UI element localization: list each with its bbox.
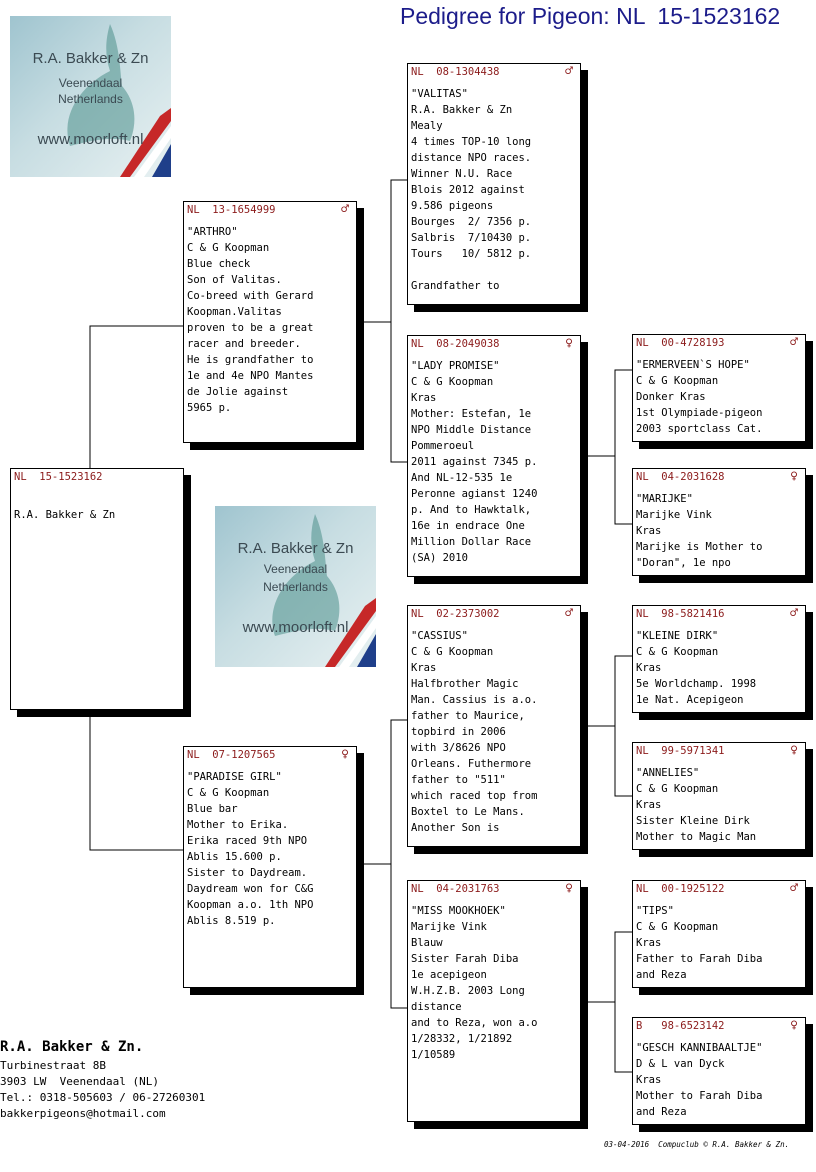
female-symbol-icon: ♀ xyxy=(565,336,573,351)
pigeon-detail-line: 2011 against 7345 p. xyxy=(411,456,538,468)
pigeon-detail-line: proven to be a great xyxy=(187,322,314,334)
ring-number-text: NL 13-1654999 xyxy=(187,204,276,216)
pigeon-detail-line: Boxtel to Le Mans. xyxy=(411,806,525,818)
ring-number-text: NL 00-4728193 xyxy=(636,337,725,349)
male-symbol-icon: ♂ xyxy=(790,335,798,350)
pigeon-detail-line: 16e in endrace One xyxy=(411,520,525,532)
pigeon-detail-first-line xyxy=(14,491,180,507)
pigeon-card-dam-sire[interactable] xyxy=(407,605,581,847)
pigeon-detail-line: distance NPO races. xyxy=(411,152,532,164)
pigeon-detail-line: which raced top from xyxy=(411,790,538,802)
logo-url: www.moorloft.nl xyxy=(242,619,349,636)
logo-country: Netherlands xyxy=(263,580,328,594)
pigeon-detail-line: 5965 p. xyxy=(187,402,232,414)
pigeon-card-dam-dam[interactable] xyxy=(407,880,581,1122)
pigeon-detail-first-line: "MARIJKE" xyxy=(636,493,693,505)
pigeon-detail-line: Kras xyxy=(636,1074,662,1086)
pigeon-detail-line: Kras xyxy=(411,662,437,674)
pigeon-detail-line: with 3/8626 NPO xyxy=(411,742,506,754)
pigeon-detail-line: 5e Worldchamp. 1998 xyxy=(636,678,757,690)
ring-number xyxy=(411,336,577,352)
pigeon-detail-line: Kras xyxy=(411,392,437,404)
pigeon-detail-line: p. And to Hawktalk, xyxy=(411,504,532,516)
pigeon-detail-line: NPO Middle Distance xyxy=(411,424,532,436)
pigeon-detail-first-line: "MISS MOOKHOEK" xyxy=(411,905,506,917)
pigeon-detail-first-line: "LADY PROMISE" xyxy=(411,360,500,372)
pigeon-detail-line: C & G Koopman xyxy=(411,376,494,388)
pigeon-detail-line: Ablis 8.519 p. xyxy=(187,915,276,927)
pigeon-detail-line: Kras xyxy=(636,937,662,949)
pigeon-detail-line: 1e and 4e NPO Mantes xyxy=(187,370,314,382)
pigeon-detail-line: Halfbrother Magic xyxy=(411,678,519,690)
pigeon-card-dam-sire-dam[interactable] xyxy=(632,742,806,850)
ring-number xyxy=(411,881,577,897)
pigeon-detail-line: Mother: Estefan, 1e xyxy=(411,408,532,420)
logo-url: www.moorloft.nl xyxy=(37,131,144,148)
pigeon-detail-line: father to "511" xyxy=(411,774,506,786)
pigeon-detail-line: (SA) 2010 xyxy=(411,552,468,564)
ring-number xyxy=(636,469,802,485)
ring-number xyxy=(187,747,353,763)
ring-number xyxy=(636,606,802,622)
pigeon-detail-first-line: "GESCH KANNIBAALTJE" xyxy=(636,1042,763,1054)
pigeon-detail-first-line: "ERMERVEEN`S HOPE" xyxy=(636,359,750,371)
logo-name: R.A. Bakker & Zn xyxy=(32,50,149,67)
pigeon-detail-line: and to Reza, won a.o xyxy=(411,1017,538,1029)
pigeon-detail-line: father to Maurice, xyxy=(411,710,525,722)
pigeon-detail-line: "Doran", 1e npo xyxy=(636,557,731,569)
pigeon-detail-line: Ablis 15.600 p. xyxy=(187,851,282,863)
pigeon-detail-line: C & G Koopman xyxy=(636,375,719,387)
footer-credit: 03-04-2016 Compuclub © R.A. Bakker & Zn. xyxy=(604,1140,790,1149)
pigeon-detail-line: 9.586 pigeons xyxy=(411,200,494,212)
pigeon-detail-line: Blue check xyxy=(187,258,251,270)
page-title: Pedigree for Pigeon: NL 15-1523162 xyxy=(400,3,781,29)
pigeon-card-sire-sire[interactable] xyxy=(407,63,581,305)
pigeon-detail-line: Pommeroeul xyxy=(411,440,475,452)
pigeon-detail-line: Mother to Erika. xyxy=(187,819,289,831)
pigeon-detail-first-line: "TIPS" xyxy=(636,905,674,917)
pigeon-detail-line: Mealy xyxy=(411,120,443,132)
logo-city: Veenendaal xyxy=(263,562,328,576)
ring-number-text: NL 08-2049038 xyxy=(411,338,500,350)
male-symbol-icon: ♂ xyxy=(790,881,798,896)
pigeon-detail-line: Salbris 7/10430 p. xyxy=(411,232,532,244)
breeder-name: R.A. Bakker & Zn. xyxy=(0,1039,144,1055)
pigeon-detail-line: Son of Valitas. xyxy=(187,274,282,286)
pigeon-detail-line: C & G Koopman xyxy=(636,646,719,658)
pigeon-detail-line: Sister to Daydream. xyxy=(187,867,308,879)
pigeon-card-dam-dam-sire[interactable] xyxy=(632,880,806,988)
pigeon-card-dam-dam-dam[interactable] xyxy=(632,1017,806,1125)
pigeon-detail-line: C & G Koopman xyxy=(187,242,270,254)
pigeon-detail-line: Sister Kleine Dirk xyxy=(636,815,750,827)
pigeon-detail-line: 1e Nat. Acepigeon xyxy=(636,694,744,706)
pigeon-detail-line: distance xyxy=(411,1001,462,1013)
ring-number-text: NL 99-5971341 xyxy=(636,745,725,757)
male-symbol-icon: ♂ xyxy=(565,606,573,621)
pigeon-detail-line: Blois 2012 against xyxy=(411,184,525,196)
pigeon-detail-line: R.A. Bakker & Zn xyxy=(14,509,116,521)
male-symbol-icon: ♂ xyxy=(565,64,573,79)
pigeon-card-sire-dam-sire[interactable] xyxy=(632,334,806,442)
pigeon-detail-line: He is grandfather to xyxy=(187,354,314,366)
pigeon-detail-line: Marijke Vink xyxy=(411,921,487,933)
pigeon-detail-line: Koopman.Valitas xyxy=(187,306,282,318)
pigeon-detail-line: Winner N.U. Race xyxy=(411,168,513,180)
pigeon-detail-line: 4 times TOP-10 long xyxy=(411,136,532,148)
pigeon-detail-line: Mother to Magic Man xyxy=(636,831,757,843)
pigeon-detail-line: racer and breeder. xyxy=(187,338,301,350)
pigeon-detail-line: 1st Olympiade-pigeon xyxy=(636,407,763,419)
ring-number-text: NL 00-1925122 xyxy=(636,883,725,895)
pigeon-detail-first-line: "CASSIUS" xyxy=(411,630,468,642)
logo-city: Veenendaal xyxy=(58,76,123,90)
ring-number-text: NL 15-1523162 xyxy=(14,471,103,483)
pigeon-detail-line: C & G Koopman xyxy=(636,921,719,933)
pigeon-detail-line: 1/10589 xyxy=(411,1049,456,1061)
pigeon-detail-line: Blue bar xyxy=(187,803,238,815)
pigeon-detail-line xyxy=(411,262,577,278)
pigeon-detail-line: Bourges 2/ 7356 p. xyxy=(411,216,532,228)
ring-number-text: NL 08-1304438 xyxy=(411,66,500,78)
kennel-logo-middle xyxy=(215,506,376,667)
breeder-phone: Tel.: 0318-505603 / 06-27260301 xyxy=(0,1091,206,1104)
pigeon-detail-line: Co-breed with Gerard xyxy=(187,290,314,302)
ring-number-text: NL 07-1207565 xyxy=(187,749,276,761)
pigeon-detail-line: 1/28332, 1/21892 xyxy=(411,1033,513,1045)
ring-number xyxy=(636,881,802,897)
pigeon-detail-line: 1e acepigeon xyxy=(411,969,487,981)
logo-country: Netherlands xyxy=(58,92,123,106)
pigeon-detail-line: Million Dollar Race xyxy=(411,536,532,548)
pigeon-card-dam[interactable] xyxy=(183,746,357,988)
pigeon-detail-line: Sister Farah Diba xyxy=(411,953,519,965)
pigeon-detail-first-line: "VALITAS" xyxy=(411,88,468,100)
ring-number xyxy=(636,743,802,759)
pigeon-detail-line: Kras xyxy=(636,662,662,674)
pigeon-detail-first-line: "PARADISE GIRL" xyxy=(187,771,282,783)
pigeon-card-sire-dam[interactable] xyxy=(407,335,581,577)
ring-number xyxy=(636,1018,802,1034)
pigeon-detail-line: W.H.Z.B. 2003 Long xyxy=(411,985,525,997)
pigeon-detail-line: Father to Farah Diba xyxy=(636,953,763,965)
pigeon-card-sire-dam-dam[interactable] xyxy=(632,468,806,576)
pigeon-detail-line: Koopman a.o. 1th NPO xyxy=(187,899,314,911)
pigeon-detail-line: D & L van Dyck xyxy=(636,1058,725,1070)
female-symbol-icon: ♀ xyxy=(790,469,798,484)
pigeon-detail-line: Mother to Farah Diba xyxy=(636,1090,763,1102)
pigeon-detail-line: Kras xyxy=(636,525,662,537)
pigeon-detail-line: Another Son is xyxy=(411,822,500,834)
pigeon-detail-first-line: "ANNELIES" xyxy=(636,767,700,779)
pigeon-detail-line: Erika raced 9th NPO xyxy=(187,835,308,847)
male-symbol-icon: ♂ xyxy=(341,202,349,217)
kennel-logo-top xyxy=(10,16,171,177)
pigeon-detail-line: 2003 sportclass Cat. xyxy=(636,423,763,435)
ring-number-text: B 98-6523142 xyxy=(636,1020,725,1032)
ring-number xyxy=(411,606,577,622)
pigeon-detail-line: C & G Koopman xyxy=(411,646,494,658)
breeder-street: Turbinestraat 8B xyxy=(0,1059,106,1072)
pigeon-detail-line: de Jolie against xyxy=(187,386,289,398)
female-symbol-icon: ♀ xyxy=(790,743,798,758)
female-symbol-icon: ♀ xyxy=(790,1018,798,1033)
pigeon-detail-line: Peronne agianst 1240 xyxy=(411,488,538,500)
ring-number-text: NL 04-2031763 xyxy=(411,883,500,895)
ring-number-text: NL 04-2031628 xyxy=(636,471,725,483)
pigeon-detail-first-line: "ARTHRO" xyxy=(187,226,238,238)
breeder-address xyxy=(0,1036,205,1122)
ring-number xyxy=(187,202,353,218)
pigeon-detail-line: Donker Kras xyxy=(636,391,706,403)
pigeon-detail-line: Daydream won for C&G xyxy=(187,883,314,895)
pigeon-detail-line: C & G Koopman xyxy=(636,783,719,795)
pigeon-detail-line: topbird in 2006 xyxy=(411,726,506,738)
female-symbol-icon: ♀ xyxy=(565,881,573,896)
pigeon-detail-line: And NL-12-535 1e xyxy=(411,472,513,484)
ring-number-text: NL 02-2373002 xyxy=(411,608,500,620)
male-symbol-icon: ♂ xyxy=(790,606,798,621)
pigeon-detail-line: Kras xyxy=(636,799,662,811)
pigeon-detail-line: C & G Koopman xyxy=(187,787,270,799)
pigeon-detail-line: Man. Cassius is a.o. xyxy=(411,694,538,706)
breeder-city: 3903 LW Veenendaal (NL) xyxy=(0,1075,159,1088)
pigeon-detail-line: Orleans. Futhermore xyxy=(411,758,532,770)
pigeon-detail-line: Tours 10/ 5812 p. xyxy=(411,248,532,260)
pigeon-detail-line: and Reza xyxy=(636,1106,687,1118)
breeder-email: bakkerpigeons@hotmail.com xyxy=(0,1107,166,1120)
ring-number xyxy=(411,64,577,80)
ring-number xyxy=(14,469,180,485)
pigeon-detail-line: Marijke Vink xyxy=(636,509,712,521)
logo-name: R.A. Bakker & Zn xyxy=(237,540,354,557)
pigeon-detail-line: and Reza xyxy=(636,969,687,981)
pigeon-card-subject[interactable] xyxy=(10,468,184,710)
pigeon-card-dam-sire-sire[interactable] xyxy=(632,605,806,713)
ring-number xyxy=(636,335,802,351)
pigeon-detail-line: Marijke is Mother to xyxy=(636,541,763,553)
pigeon-detail-first-line: "KLEINE DIRK" xyxy=(636,630,719,642)
female-symbol-icon: ♀ xyxy=(341,747,349,762)
pigeon-detail-line: Grandfather to xyxy=(411,280,500,292)
pigeon-card-sire[interactable] xyxy=(183,201,357,443)
ring-number-text: NL 98-5821416 xyxy=(636,608,725,620)
pigeon-detail-line: R.A. Bakker & Zn xyxy=(411,104,513,116)
pigeon-detail-line: Blauw xyxy=(411,937,443,949)
